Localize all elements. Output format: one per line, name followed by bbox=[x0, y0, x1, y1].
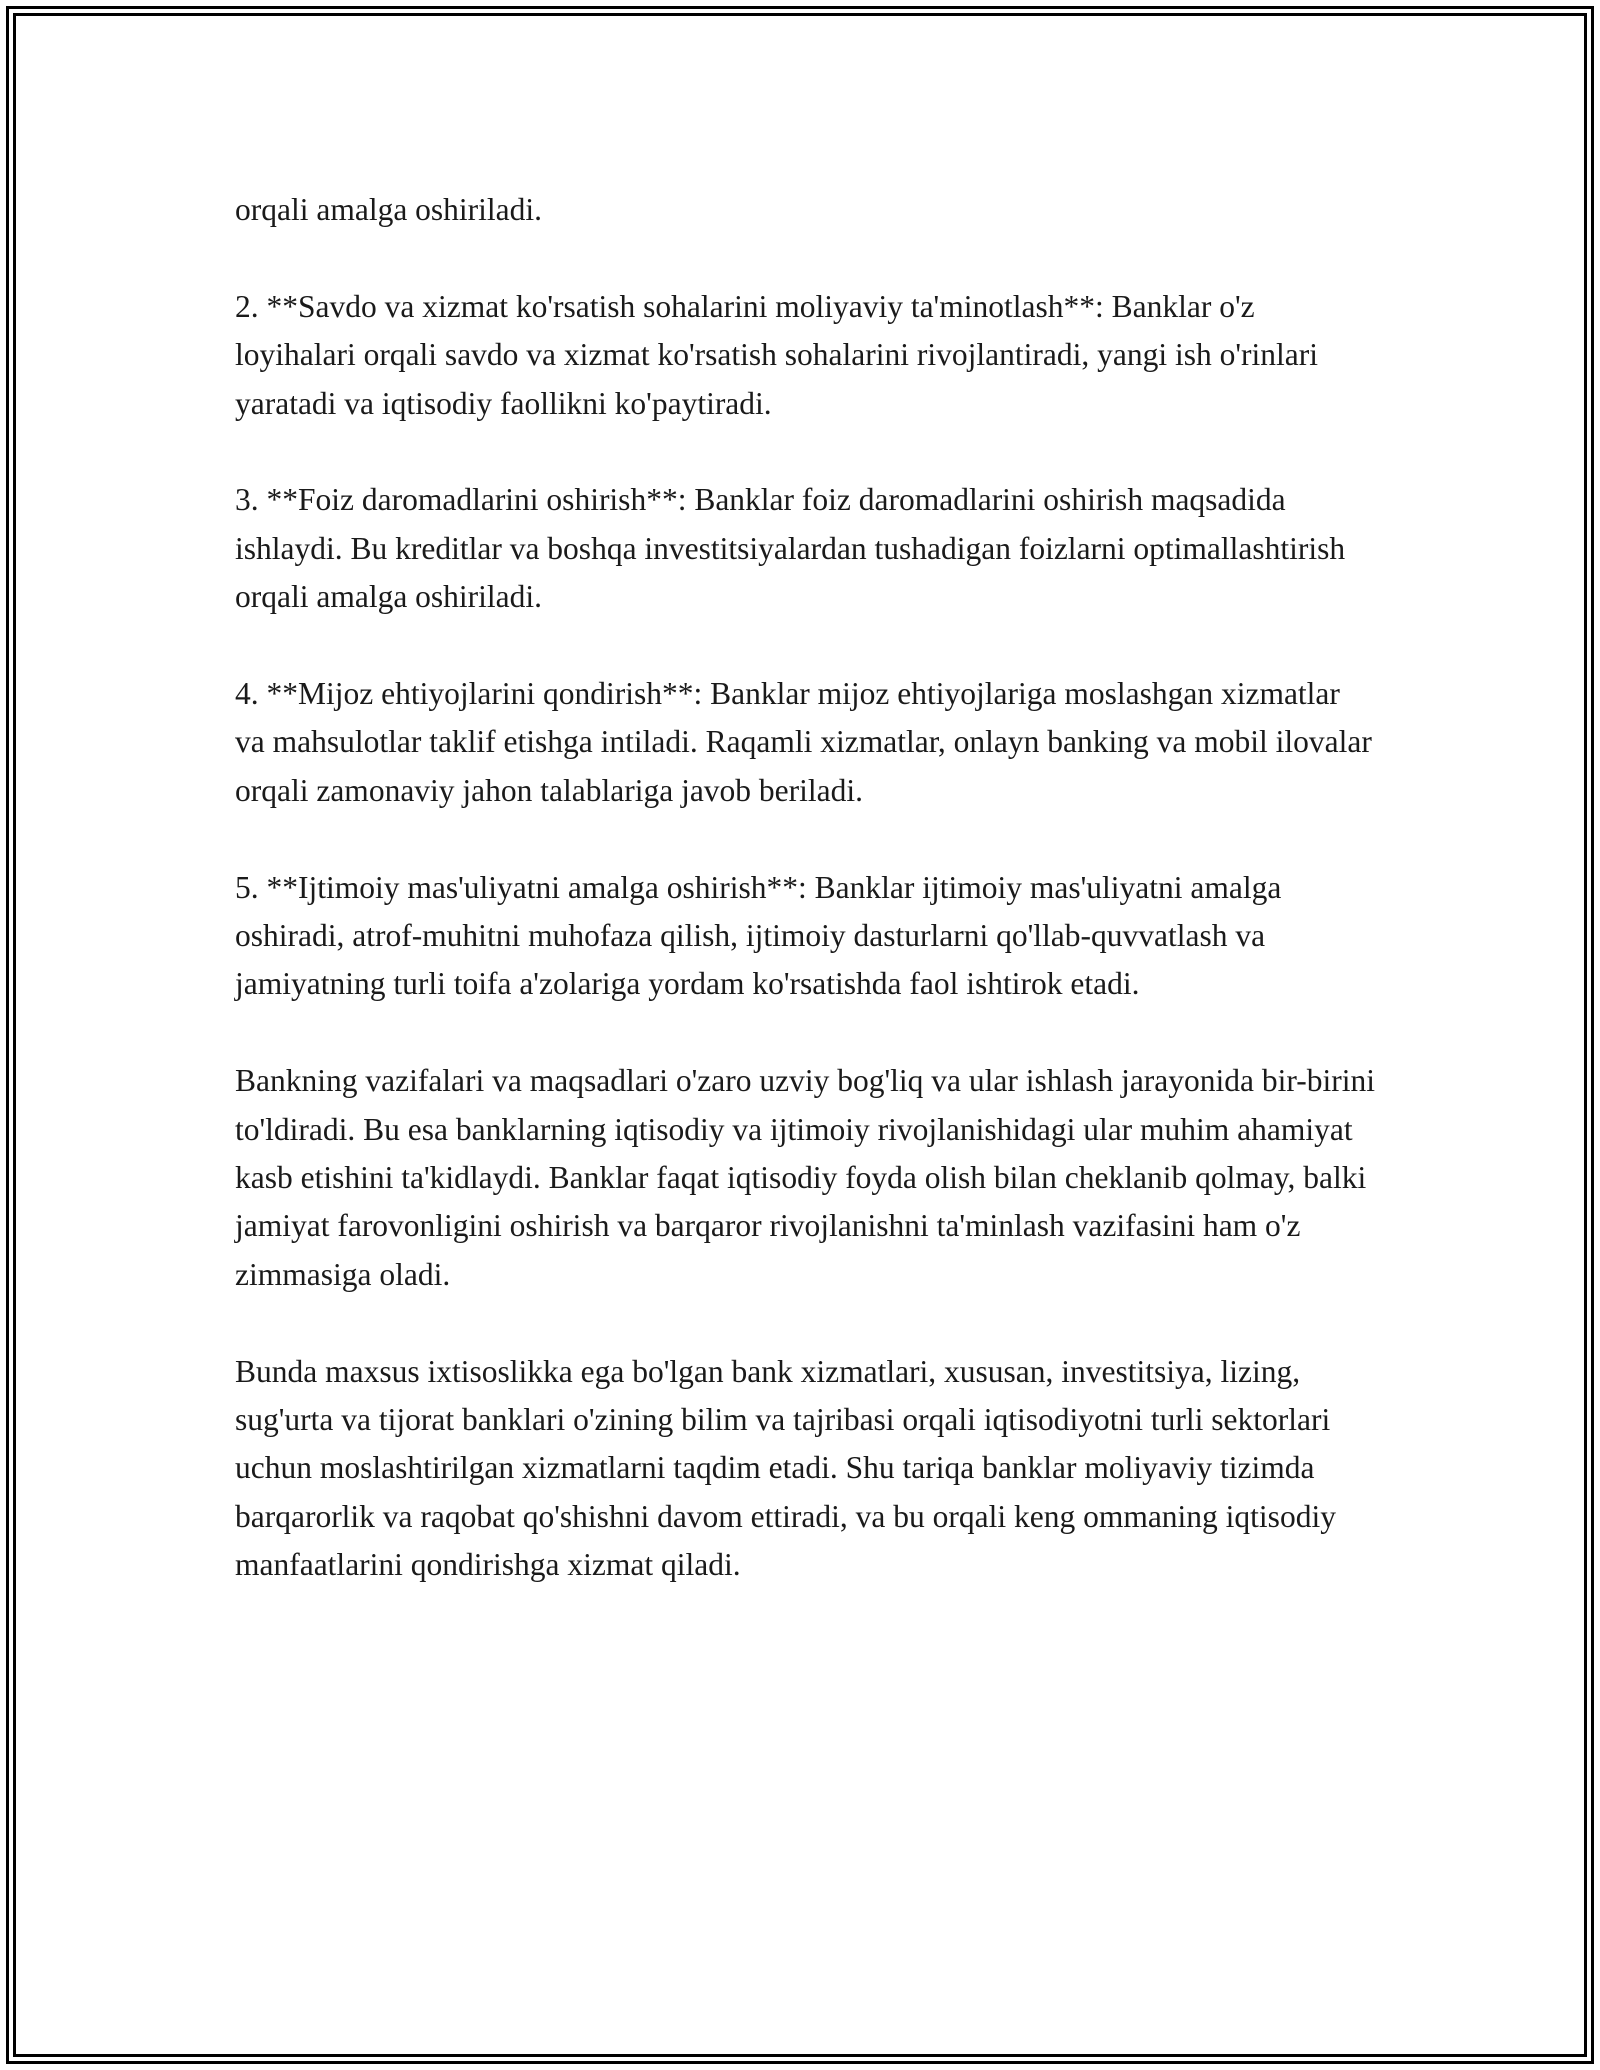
paragraph-conclusion: Bunda maxsus ixtisoslikka ega bo'lgan bank xizmatlari, xususan, investitsiya, lizing, sug'urta va tijorat banklari o'zining bilim va tajribasi orqali iqtisodiyotni turli sektorlari uchun moslashtirilgan xizmatlarni taqdim etadi. Shu tariqa banklar moliyaviy tizimda barqarorlik va raqobat qo'shishni davom ettiradi, va bu orqali keng ommaning iqtisodiy manfaatlarini qondirishga xizmat qiladi. bbox=[235, 1353, 1336, 1583]
paragraph-item-2: 2. **Savdo va xizmat ko'rsatish sohalarini moliyaviy ta'minotlash**: Banklar o'z loyihalari orqali savdo va xizmat ko'rsatish sohalarini rivojlantiradi, yangi ish o'rinlari yaratadi va iqtisodiy faollikni ko'paytiradi. bbox=[235, 288, 1318, 421]
paragraph-item-3: 3. **Foiz daromadlarini oshirish**: Banklar foiz daromadlarini oshirish maqsadida ishlaydi. Bu kreditlar va boshqa investitsiyalardan tushadigan foizlarni optimallashtirish orqali amalga oshiriladi. bbox=[235, 482, 1346, 615]
document-body bbox=[235, 186, 1375, 1590]
paragraph-continuation: orqali amalga oshiriladi. bbox=[235, 192, 543, 227]
paragraph-item-5: 5. **Ijtimoiy mas'uliyatni amalga oshirish**: Banklar ijtimoiy mas'uliyatni amalga oshiradi, atrof-muhitni muhofaza qilish, ijtimoiy dasturlarni qo'llab-quvvatlash va jamiyatning turli toifa a'zolariga yordam ko'rsatishda faol ishtirok etadi. bbox=[235, 869, 1282, 1002]
paragraph-summary: Bankning vazifalari va maqsadlari o'zaro uzviy bog'liq va ular ishlash jarayonida bir-birini to'ldiradi. Bu esa banklarning iqtisodiy va ijtimoiy rivojlanishidagi ular muhim ahamiyat kasb etishini ta'kidlaydi. Banklar faqat iqtisodiy foyda olish bilan cheklanib qolmay, balki jamiyat farovonligini oshirish va barqaror rivojlanishni ta'minlash vazifasini ham o'z zimmasiga oladi. bbox=[235, 1063, 1375, 1292]
paragraph-item-4: 4. **Mijoz ehtiyojlarini qondirish**: Banklar mijoz ehtiyojlariga moslashgan xizmatlar va mahsulotlar taklif etishga intiladi. Raqamli xizmatlar, onlayn banking va mobil ilovalar orqali zamonaviy jahon talablariga javob beriladi. bbox=[235, 676, 1372, 808]
